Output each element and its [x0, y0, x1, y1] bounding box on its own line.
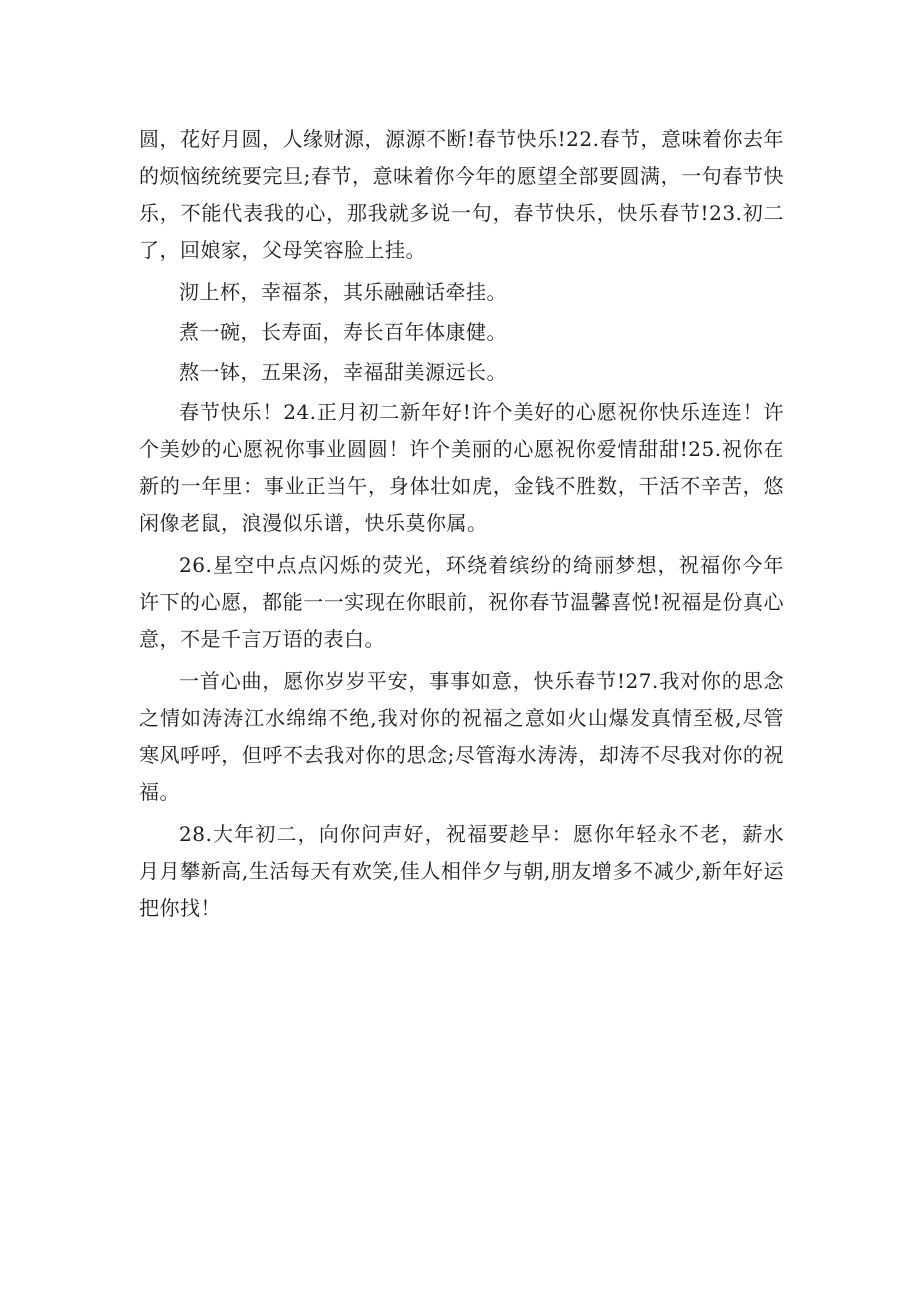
paragraph-7: 一首心曲，愿你岁岁平安，事事如意，快乐春节!27.我对你的思念之情如涛涛江水绵绵不绝,我对你的祝福之意如火山爆发真情至极,尽管寒风呼呼，但呼不去我对你的思念;尽管海水涛涛，却涛不尽我对你的祝福。 — [139, 669, 784, 804]
paragraph-6: 26.星空中点点闪烁的荧光，环绕着缤纷的绮丽梦想，祝福你今年许下的心愿，都能一一实现在你眼前，祝你春节温馨喜悦!祝福是份真心意，不是千言万语的表白。 — [139, 553, 784, 651]
paragraph-2: 沏上杯，幸福茶，其乐融融话牵挂。 — [179, 280, 507, 304]
paragraph-4: 熬一钵，五果汤，幸福甜美源远长。 — [179, 360, 507, 384]
document-body — [139, 121, 784, 932]
paragraph-3: 煮一碗，长寿面，寿长百年体康健。 — [179, 320, 507, 344]
paragraph-5: 春节快乐！24.正月初二新年好!许个美好的心愿祝你快乐连连！许个美妙的心愿祝你事业圆圆！许个美丽的心愿祝你爱情甜甜!25.祝你在新的一年里：事业正当午，身体壮如虎，金钱不胜数，干活不辛苦，悠闲像老鼠，浪漫似乐谱，快乐莫你属。 — [139, 400, 784, 535]
paragraph-1: 圆，花好月圆，人缘财源，源源不断!春节快乐!22.春节，意味着你去年的烦恼统统要完旦;春节，意味着你今年的愿望全部要圆满，一句春节快乐，不能代表我的心，那我就多说一句，春节快乐，快乐春节!23.初二了，回娘家，父母笑容脸上挂。 — [139, 127, 784, 262]
paragraph-8: 28.大年初二，向你问声好，祝福要趁早：愿你年轻永不老，薪水月月攀新高,生活每天有欢笑,佳人相伴夕与朝,朋友增多不减少,新年好运把你找！ — [139, 822, 784, 920]
